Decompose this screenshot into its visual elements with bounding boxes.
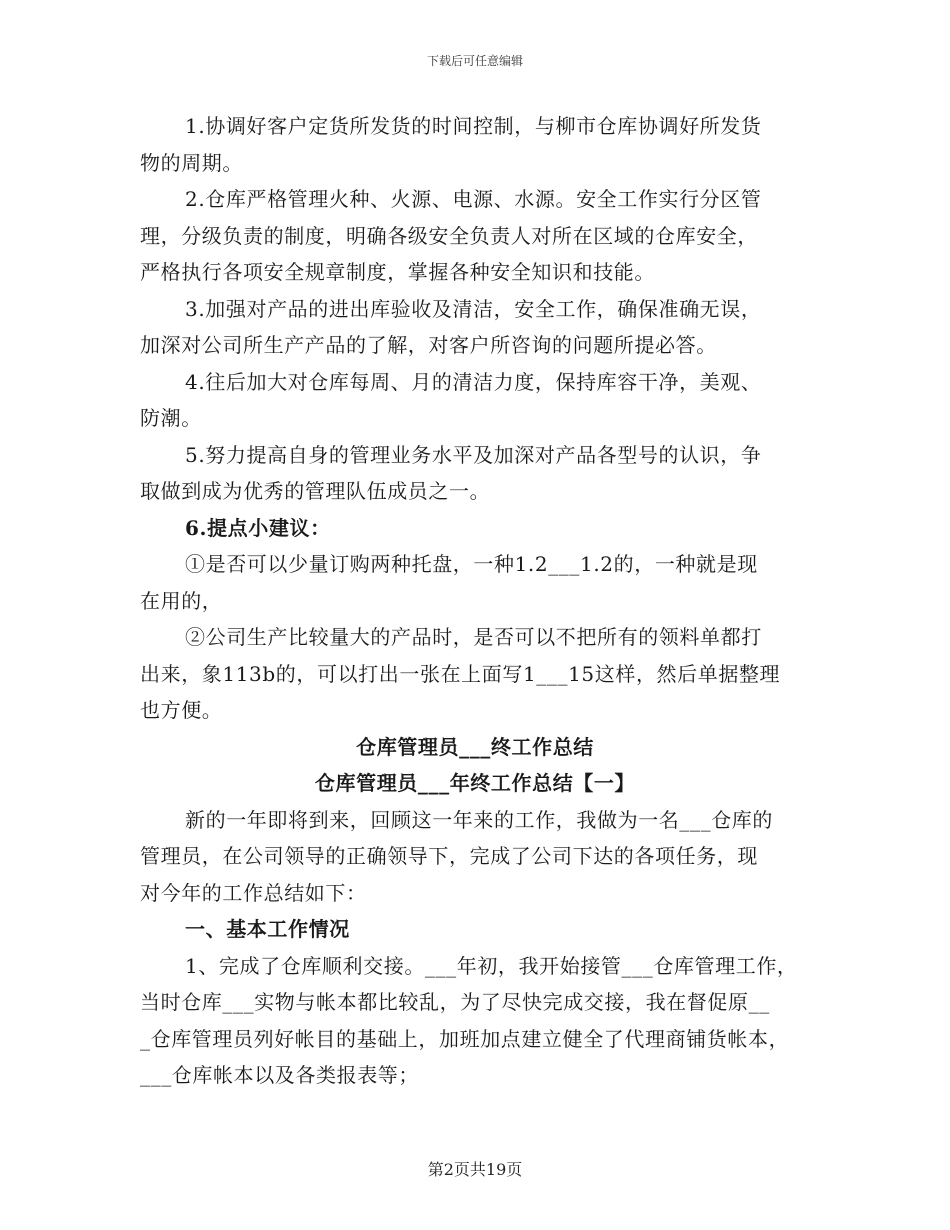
subheading-basic-work: 一、基本工作情况	[185, 917, 350, 941]
paragraph-line: 理，分级负责的制度，明确各级安全负责人对所在区域的仓库安全，	[140, 223, 758, 248]
paragraph-line: 当时仓库___实物与帐本都比较乱，为了尽快完成交接，我在督促原__	[140, 990, 770, 1014]
paragraph-line: 4.往后加大对仓库每周、月的清洁力度，保持库容干净，美观、	[185, 369, 762, 394]
document-body	[140, 108, 810, 1094]
paragraph-line: 出来，象113b的，可以打出一张在上面写1___15这样，然后单据整理	[140, 661, 781, 686]
paragraph-line: 加深对公司所生产产品的了解，对客户所咨询的问题所提必答。	[140, 333, 717, 357]
subheading-suggestions: 6.提点小建议：	[185, 515, 331, 540]
paragraph-line: 1、完成了仓库顺利交接。___年初，我开始接管___仓库管理工作，	[185, 953, 798, 978]
paragraph-line: 2.仓库严格管理火种、火源、电源、水源。安全工作实行分区管	[185, 187, 762, 211]
paragraph-line: 新的一年即将到来，回顾这一年来的工作，我做为一名___仓库的	[185, 807, 773, 832]
paragraph-line: 5.努力提高自身的管理业务水平及加深对产品各型号的认识，争	[185, 442, 762, 467]
paragraph-line: 也方便。	[140, 698, 223, 722]
page-footer: 第2页共19页	[427, 1160, 523, 1179]
paragraph-line: 1.协调好客户定货所发货的时间控制，与柳市仓库协调好所发货	[185, 114, 762, 138]
paragraph-line: ___仓库帐本以及各类报表等；	[140, 1063, 419, 1087]
section-title: 仓库管理员___终工作总结	[356, 734, 594, 759]
paragraph-line: 严格执行各项安全规章制度，掌握各种安全知识和技能。	[140, 260, 655, 284]
paragraph-line: 在用的，	[140, 588, 223, 613]
section-subtitle: 仓库管理员___年终工作总结【一】	[314, 771, 636, 795]
paragraph-line: ②公司生产比较量大的产品时，是否可以不把所有的领料单都打	[185, 625, 762, 649]
paragraph-line: 取做到成为优秀的管理队伍成员之一。	[140, 479, 491, 503]
paragraph-line: _仓库管理员列好帐目的基础上，加班加点建立健全了代理商铺货帐本，	[140, 1026, 790, 1051]
paragraph-line: 防潮。	[140, 406, 202, 430]
page-header: 下载后可任意编辑	[426, 54, 523, 68]
paragraph-line: 物的周期。	[140, 150, 243, 175]
paragraph-line: 3.加强对产品的进出库验收及清洁，安全工作，确保准确无误，	[185, 296, 762, 321]
paragraph-line: ①是否可以少量订购两种托盘，一种1.2___1.2的，一种就是现	[185, 552, 758, 576]
paragraph-line: 对今年的工作总结如下：	[140, 880, 367, 905]
paragraph-line: 管理员，在公司领导的正确领导下，完成了公司下达的各项任务，现	[140, 844, 758, 868]
